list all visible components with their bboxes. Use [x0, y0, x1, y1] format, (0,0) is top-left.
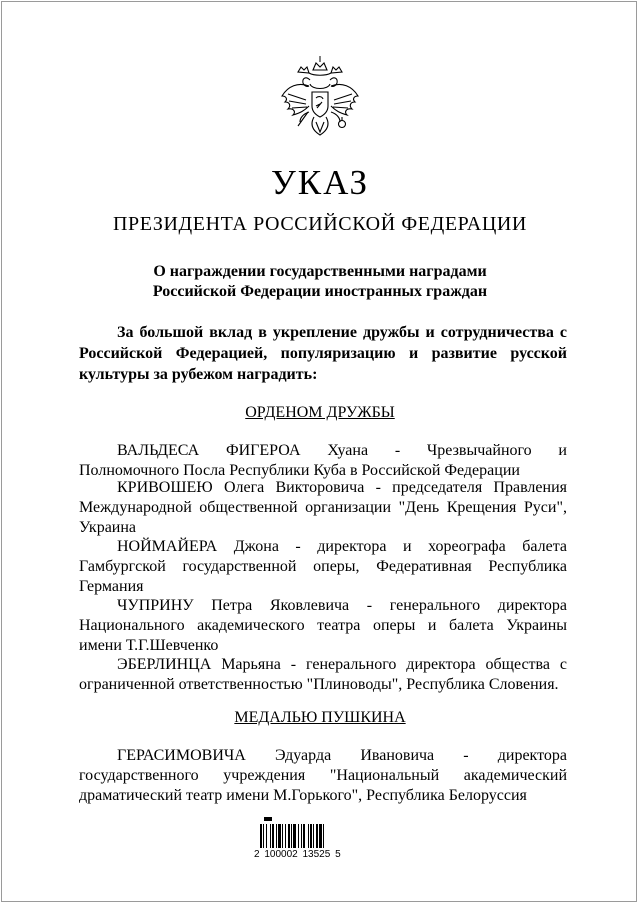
barcode-bar [270, 824, 271, 848]
barcode-bar [276, 824, 277, 848]
barcode-bar [263, 824, 264, 848]
recipient-chuprina [79, 596, 567, 656]
decree-heading [0, 262, 640, 302]
heading-line: Российской Федерации иностранных граждан [152, 283, 488, 300]
barcode-number: 2 100002 13525 5 [254, 849, 341, 860]
barcode-bar [308, 824, 309, 848]
recipient-line: НОЙМАЙЕРА Джона - директора и хореографа балета [117, 538, 567, 555]
heading-line: О награждении государственными наградами [153, 263, 487, 280]
decree-title: УКАЗ [270, 163, 370, 202]
barcode-mark [264, 817, 272, 821]
recipient-line: Германия [79, 578, 144, 595]
recipient-neumeier [79, 537, 567, 597]
coat-of-arms-emblem [276, 56, 364, 144]
barcode-bar [260, 824, 262, 848]
recipient-line: Гамбургской государственной оперы, Федеративная Республика [79, 558, 567, 575]
barcode-bar [316, 824, 318, 848]
barcode-bar [282, 824, 283, 848]
issuer-title: ПРЕЗИДЕНТА РОССИЙСКОЙ ФЕДЕРАЦИИ [113, 213, 527, 235]
barcode-bar [288, 824, 290, 848]
barcode-bar [323, 824, 324, 848]
recipient-line: ЧУПРИНУ Петра Яковлевича - генерального директора [117, 597, 567, 614]
barcode-bar [301, 824, 302, 848]
recipient-eberlinc [79, 655, 567, 695]
recipient-valdes [79, 441, 567, 481]
barcode-bar [291, 824, 292, 848]
barcode-bar [310, 824, 312, 848]
award-title-medal-pushkin: МЕДАЛЬЮ ПУШКИНА [234, 709, 406, 726]
award-title-order-friendship: ОРДЕНОМ ДРУЖБЫ [245, 404, 395, 421]
barcode-bar [285, 824, 286, 848]
barcode [254, 814, 370, 848]
barcode-bar [266, 824, 267, 848]
recipient-line: государственного учреждения "Национальный академический [79, 767, 567, 784]
recipient-line: Международной общественной организации "День Крещения Руси", [79, 499, 567, 516]
recipient-line: ГЕРАСИМОВИЧА Эдуарда Ивановича - директора [117, 747, 567, 764]
recipient-line: Национального академического театра оперы и балета Украины [79, 617, 567, 634]
barcode-bar [272, 824, 274, 848]
preamble-line: Российской Федерацией, популяризацию и развитие русской [79, 345, 567, 362]
barcode-bar [303, 824, 305, 848]
barcode-bar [293, 824, 296, 848]
recipient-line: КРИВОШЕЮ Олега Викторовича - председателя Правления [117, 479, 567, 496]
recipient-line: ВАЛЬДЕСА ФИГЕРОА Хуана - Чрезвычайного и [117, 442, 567, 459]
recipient-line: имени Т.Г.Шевченко [79, 637, 219, 654]
recipient-gerasimovich [79, 746, 567, 806]
barcode-bar [313, 824, 314, 848]
barcode-bar [319, 824, 322, 848]
recipient-line: драматический театр имени М.Горького", Республика Белоруссия [79, 787, 527, 804]
recipient-line: ЭБЕРЛИНЦА Марьяна - генерального директора общества с [117, 656, 567, 673]
preamble-line: За большой вклад в укрепление дружбы и сотрудничества с [117, 324, 567, 341]
decree-preamble [79, 322, 567, 385]
barcode-bar [278, 824, 281, 848]
recipient-krivoshey [79, 478, 567, 538]
barcode-bar [298, 824, 299, 848]
recipient-line: Украина [79, 519, 137, 536]
preamble-line: культуры за рубежом наградить: [79, 366, 318, 383]
recipient-line: ограниченной ответственностью "Плиноводы", Республика Словения. [79, 676, 559, 693]
recipient-line: Полномочного Посла Республики Куба в Российской Федерации [79, 462, 520, 479]
